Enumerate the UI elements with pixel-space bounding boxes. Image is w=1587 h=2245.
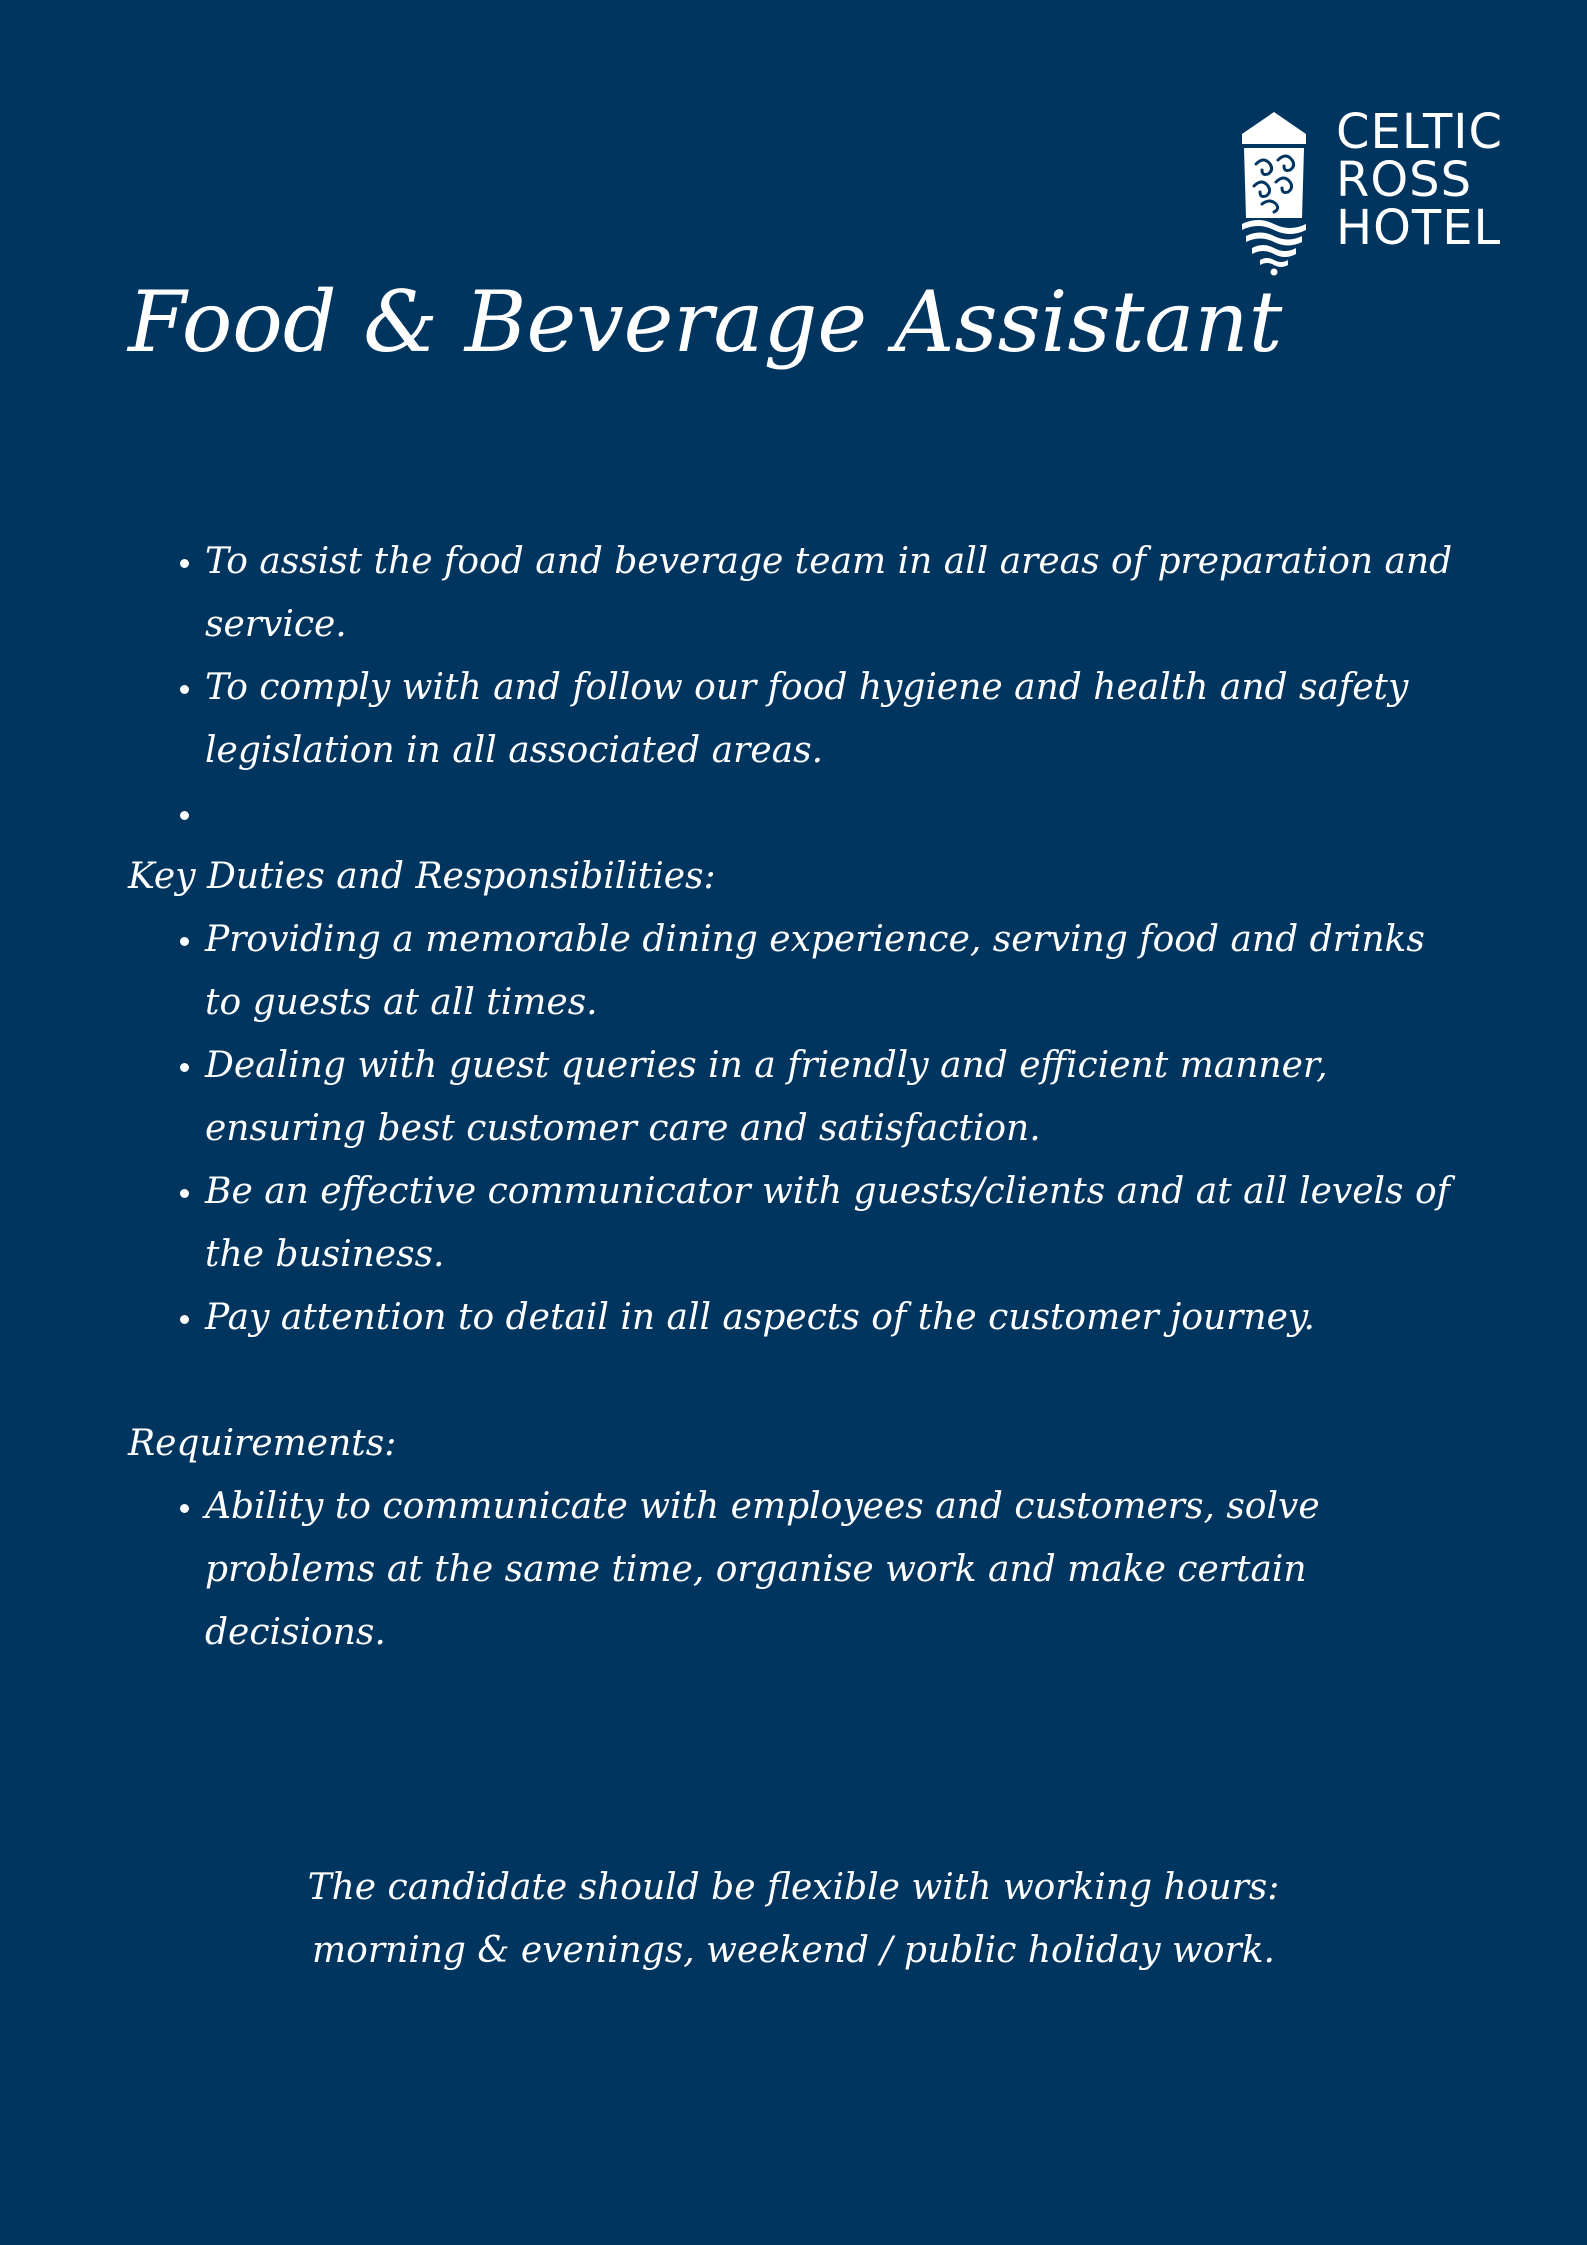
requirement-item: • Ability to communicate with employees and customers, solve problems at the same time, organise work and make certain decisions. [205, 1475, 1468, 1664]
duty-item: • Pay attention to detail in all aspects of the customer journey. [205, 1286, 1468, 1349]
duties-heading: Key Duties and Responsibilities: [128, 856, 716, 897]
lighthouse-logo-icon [1236, 108, 1312, 276]
duties-list [128, 908, 1468, 1349]
duty-item: • Providing a memorable dining experience, serving food and drinks to guests at all times. [205, 908, 1468, 1034]
hotel-logo [1236, 104, 1516, 278]
working-hours-line-1: The candidate should be flexible with working hours: [307, 1867, 1280, 1908]
working-hours-line-2: morning & evenings, weekend / public holiday work. [312, 1930, 1275, 1971]
job-title: Food & Beverage Assistant [128, 273, 1283, 371]
intro-item: • To assist the food and beverage team in all areas of preparation and service. [205, 530, 1468, 656]
job-description [128, 530, 1468, 1664]
logo-word-2: ROSS [1336, 152, 1473, 208]
hotel-name [1336, 104, 1503, 256]
requirements-heading: Requirements: [128, 1423, 397, 1464]
working-hours-note [0, 1856, 1587, 1982]
duty-item: • Be an effective communicator with guests/clients and at all levels of the business. [205, 1160, 1468, 1286]
intro-item-empty [205, 782, 1468, 845]
logo-word-1: CELTIC [1336, 104, 1503, 160]
logo-word-3: HOTEL [1336, 200, 1502, 256]
section-spacer [128, 1349, 1468, 1412]
requirements-list [128, 1475, 1468, 1664]
duty-item: • Dealing with guest queries in a friendly and efficient manner, ensuring best customer care and satisfaction. [205, 1034, 1468, 1160]
intro-item: • To comply with and follow our food hygiene and health and safety legislation in all associated areas. [205, 656, 1468, 782]
intro-list [128, 530, 1468, 845]
